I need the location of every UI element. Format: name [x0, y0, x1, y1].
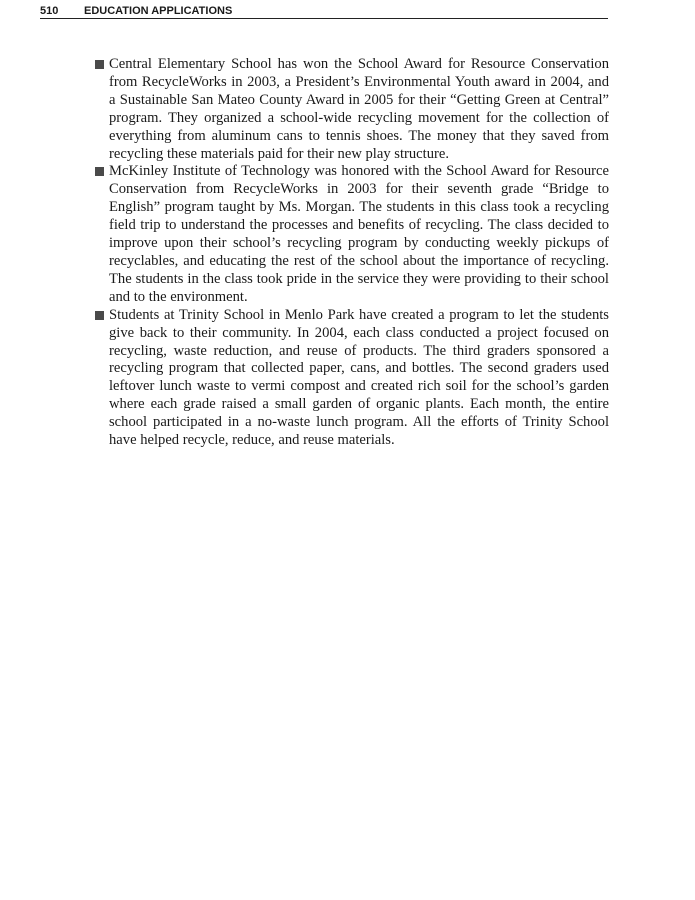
bullet-list	[95, 56, 609, 450]
list-item-mckinley-institute	[95, 163, 609, 306]
square-bullet-icon	[95, 60, 104, 69]
list-item-text: Students at Trinity School in Menlo Park have created a program to let the students give back to their community. In 2004, each class conducted a project focused on recycling, waste reduction, and reuse of products. The third graders sponsored a recycling program that collected paper, cans, and bottles. The second graders used leftover lunch waste to vermi compost and created rich soil for the school’s garden where each grade raised a small garden of organic plants. Each month, the entire school participated in a no-waste lunch program. All the efforts of Trinity School have helped recycle, reduce, and reuse materials.	[109, 306, 609, 449]
list-item-central-elementary	[95, 56, 609, 163]
square-bullet-icon	[95, 311, 104, 320]
list-item-text: McKinley Institute of Technology was honored with the School Award for Resource Conservation from RecycleWorks in 2003 for their seventh grade “Bridge to English” program taught by Ms. Morgan. The students in this class took a recycling field trip to understand the processes and benefits of recycling. The class decided to improve upon their school’s recycling program by conducting weekly pickups of recyclables, and educating the rest of the school about the importance of recycling. The students in the class took pride in the service they were providing to their school and to the environment.	[109, 163, 609, 305]
section-title: EDUCATION APPLICATIONS	[84, 5, 233, 17]
square-bullet-icon	[95, 167, 104, 176]
page-number: 510	[40, 5, 59, 17]
running-head	[40, 5, 608, 19]
list-item-trinity-school	[95, 307, 609, 450]
list-item-text: Central Elementary School has won the School Award for Resource Conservation from RecycleWorks in 2003, a President’s Environmental Youth award in 2004, and a Sustainable San Mateo County Award in 2005 for their “Getting Green at Central” program. They organized a school-wide recycling movement for the collection of everything from aluminum cans to tennis shoes. The money that they saved from recycling these materials paid for their new play structure.	[109, 56, 609, 162]
